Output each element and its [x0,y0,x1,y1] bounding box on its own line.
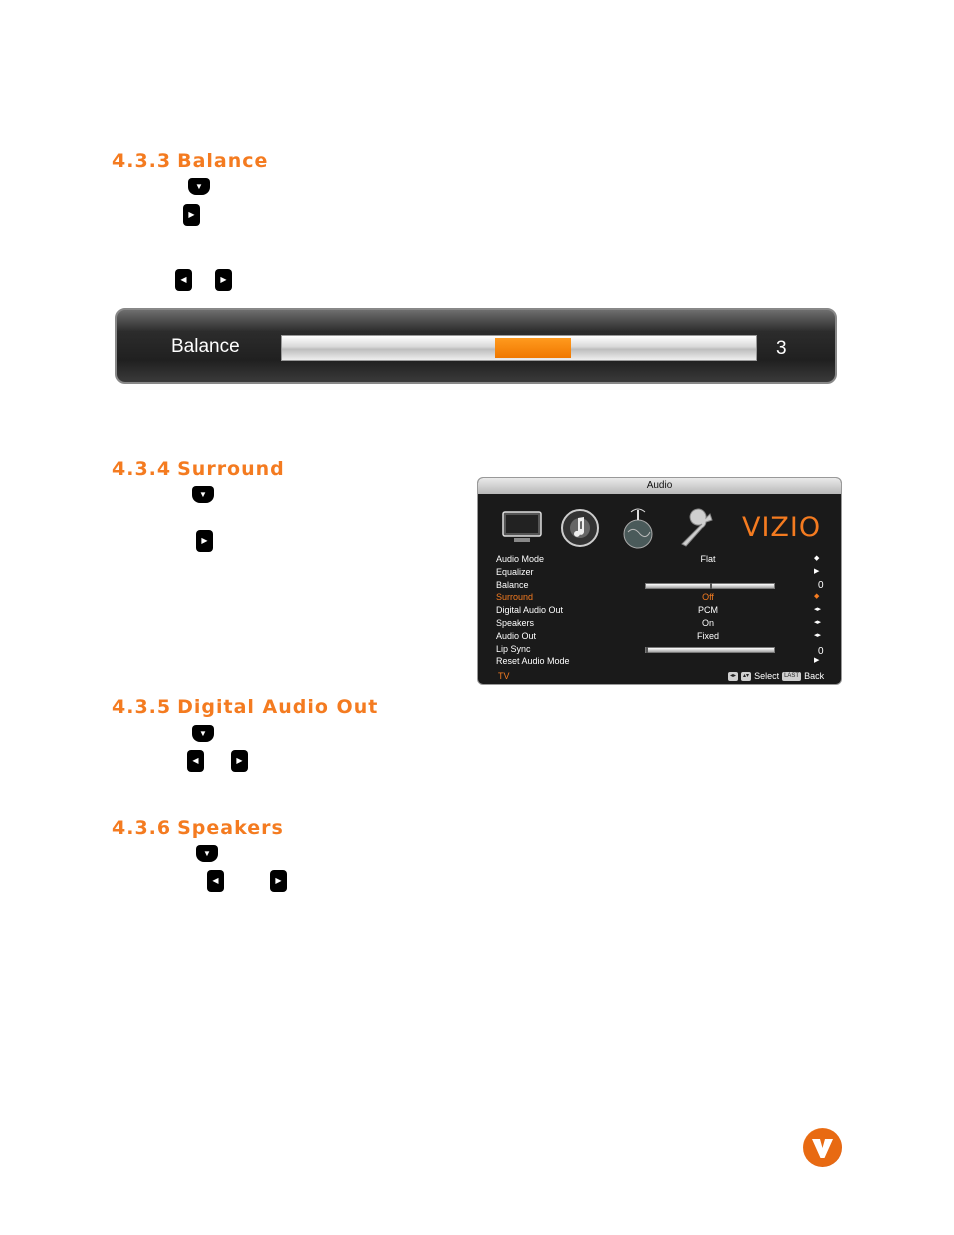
vizio-v-logo-icon [803,1128,842,1167]
down-arrow-key-icon: ▼ [196,845,218,862]
section-title: Speakers [177,817,284,839]
select-label: Select [754,671,780,681]
up-down-keys-icon: ▴▾ [743,672,750,679]
section-number: 4.3.3 [112,150,172,172]
audio-osd-menu [477,477,842,685]
osd-row-balance[interactable]: Balance 0 [496,580,824,591]
left-right-arrow-icon: ◂▸ [814,619,822,626]
section-heading-balance [112,150,268,172]
balance-slider-indicator [495,338,571,358]
right-arrow-key-icon: ▶ [270,870,287,892]
osd-row-lip-sync[interactable]: Lip Sync 0 [496,644,824,657]
section-number: 4.3.5 [112,696,172,718]
balance-label: Balance [171,336,240,357]
left-arrow-key-icon: ◀ [187,750,204,772]
section-heading-speakers [112,817,284,839]
input-source: TV [498,671,510,681]
osd-title: Audio [478,478,841,494]
right-arrow-icon: ▶ [814,657,820,664]
osd-row-reset-audio-mode[interactable]: Reset Audio Mode ▶ [496,656,820,666]
tv-icon[interactable] [500,506,544,550]
section-title: Digital Audio Out [177,696,379,718]
slider-knob [646,647,648,653]
balance-value: 3 [776,338,787,359]
section-title: Balance [177,150,269,172]
wrench-icon[interactable] [676,506,720,550]
section-title: Surround [177,458,285,480]
balance-banner [115,308,837,384]
right-arrow-key-icon: ▶ [183,204,200,226]
osd-row-digital-audio-out[interactable]: Digital Audio Out PCM ◂▸ [496,605,822,615]
lip-sync-mini-slider[interactable] [645,647,775,653]
section-heading-surround [112,458,285,480]
left-arrow-key-icon: ◀ [175,269,192,291]
left-right-arrow-icon: ◆ [814,593,820,600]
osd-row-equalizer[interactable]: Equalizer ▶ [496,567,820,577]
balance-slider[interactable] [281,335,757,361]
slider-knob [710,583,712,589]
osd-row-speakers[interactable]: Speakers On ◂▸ [496,618,822,628]
down-arrow-key-icon: ▼ [192,725,214,742]
arrow-keys-icon: ◂▸ [730,672,737,679]
osd-row-surround[interactable]: Surround Off ◆ [496,592,820,602]
right-arrow-icon: ▶ [814,568,820,575]
osd-row-audio-out[interactable]: Audio Out Fixed ◂▸ [496,631,822,641]
osd-footer [478,671,842,685]
section-number: 4.3.4 [112,458,172,480]
right-arrow-key-icon: ▶ [196,530,213,552]
right-arrow-key-icon: ▶ [231,750,248,772]
music-note-icon[interactable] [558,506,602,550]
balance-mini-slider[interactable] [645,583,775,589]
last-button-icon: LAST [784,672,800,679]
left-right-arrow-icon: ◆ [814,555,820,562]
section-number: 4.3.6 [112,817,172,839]
left-right-arrow-icon: ◂▸ [814,632,822,639]
down-arrow-key-icon: ▼ [192,486,214,503]
globe-antenna-icon[interactable] [616,506,660,550]
left-arrow-key-icon: ◀ [207,870,224,892]
osd-row-audio-mode[interactable]: Audio Mode Flat ◆ [496,554,820,564]
back-label: Back [804,671,825,681]
down-arrow-key-icon: ▼ [188,178,210,195]
right-arrow-key-icon: ▶ [215,269,232,291]
left-right-arrow-icon: ◂▸ [814,606,822,613]
section-heading-digital-audio-out [112,696,378,718]
vizio-logo: VIZIO [742,512,822,543]
